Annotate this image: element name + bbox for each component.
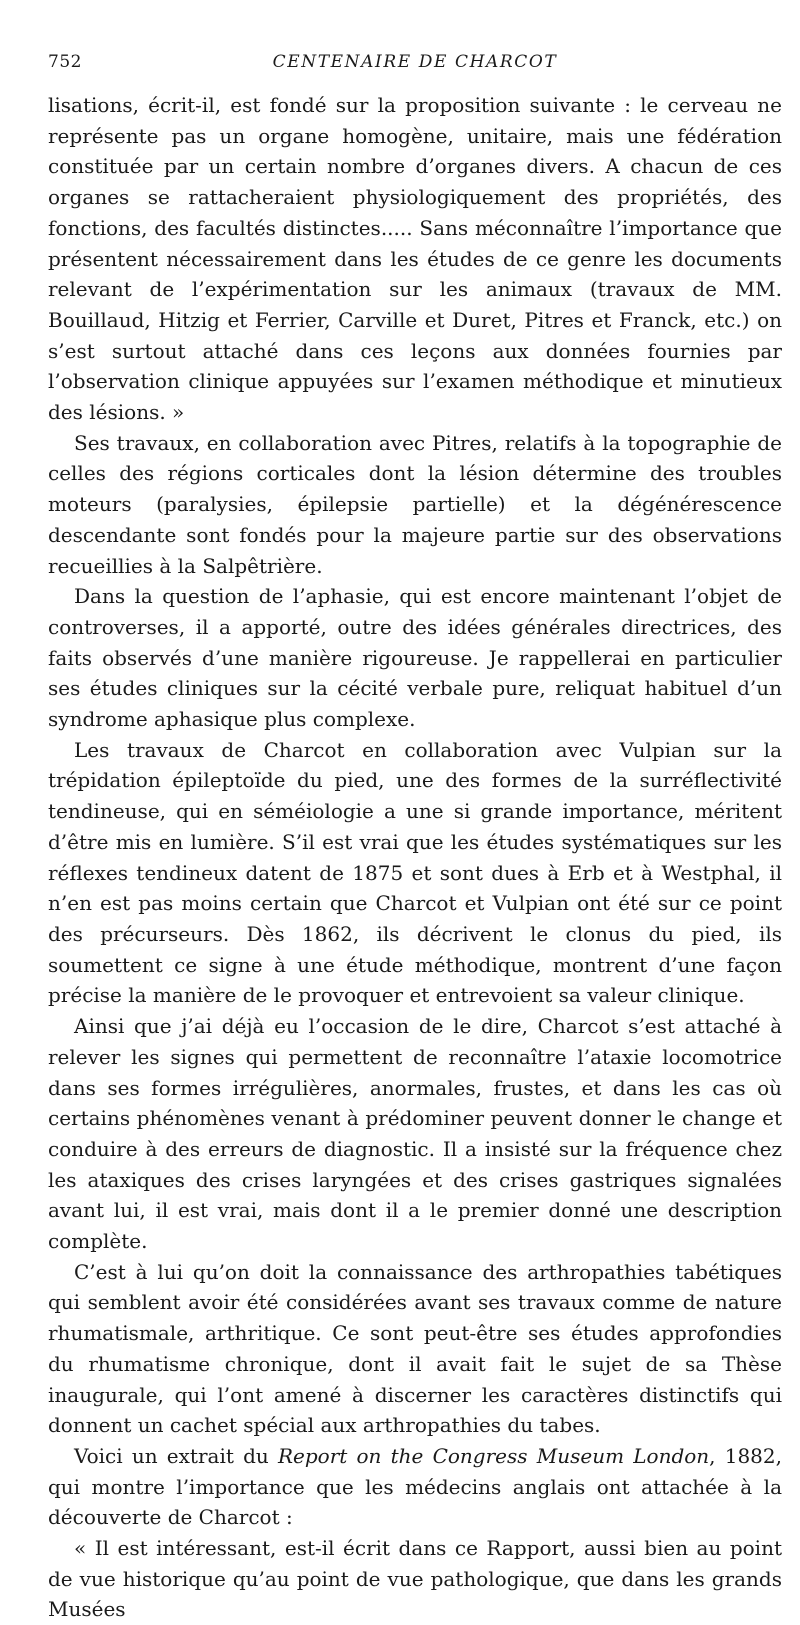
paragraph-report-extract [48,1441,782,1533]
report-after-text: , 1882, qui montre l’importance que les médecins anglais ont attachée à la découverte de Charcot : [48,1443,782,1530]
page-body [48,90,782,1625]
paragraph-pitres-collaboration: Ses travaux, en collaboration avec Pitres, relatifs à la topographie de celles des régions corticales dont la lésion détermine des troubles moteurs (paralysies, épilepsie partielle) et la dégénérescence descendante sont fondés pour la majeure partie sur des observations recueillies à la Salpêtrière. [48,430,782,578]
page-number: 752 [48,52,82,72]
paragraph-ataxia: Ainsi que j’ai déjà eu l’occasion de le dire, Charcot s’est attaché à relever les signes qui permettent de reconnaître l’ataxie locomotrice dans ses formes irrégulières, anormales, frustes, et dans les cas où certains phénomènes venant à prédominer peuvent donner le change et conduire à des erreurs de diagnostic. Il a insisté sur la fréquence chez les ataxiques des crises laryngées et des crises gastriques signalées avant lui, il est vrai, mais dont il a le premier donné une description complète. [48,1014,782,1254]
report-intro-text: Voici un extrait du [74,1443,278,1468]
paragraph-vulpian-clonus: Les travaux de Charcot en collaboration avec Vulpian sur la trépidation épileptoïde du pied, une des formes de la surréflectivité tendineuse, qui en séméiologie a une si grande importance, méritent d’être mis en lumière. S’il est vrai que les études systématiques sur les réflexes tendineux datent de 1875 et sont dues à Erb et à Westphal, il n’en est pas moins certain que Charcot et Vulpian ont été sur ce point des précurseurs. Dès 1862, ils décrivent le clonus du pied, ils soumettent ce signe à une étude méthodique, montrent d’une façon précise la manière de le provoquer et entrevoient sa valeur clinique. [48,737,782,1008]
book-page [48,52,782,1625]
paragraph-aphasia: Dans la question de l’aphasie, qui est encore maintenant l’objet de controverses, il a apporté, outre des idées générales directrices, des faits observés d’une manière rigoureuse. Je rappellerai en particulier ses études cliniques sur la cécité verbale pure, reliquat habituel d’un syndrome aphasique plus complexe. [48,584,782,732]
report-title: Report on the Congress Museum London [277,1443,710,1468]
paragraph-quotation: « Il est intéressant, est-il écrit dans ce Rapport, aussi bien au point de vue historique qu’au point de vue pathologique, que dans les grands Musées [48,1536,782,1622]
paragraph-arthropathies: C’est à lui qu’on doit la connaissance des arthropathies tabétiques qui semblent avoir été considérées avant ses travaux comme de nature rhumatismale, arthritique. Ce sont peut-être ses études approfondies du rhumatisme chronique, dont il avait fait le sujet de sa Thèse inaugurale, qui l’ont amené à discerner les caractères distinctifs qui donnent un cachet spécial aux arthropathies du tabes. [48,1259,782,1438]
paragraph-continuation: lisations, écrit-il, est fondé sur la proposition suivante : le cerveau ne représente pas un organe homogène, unitaire, mais une fédération constituée par un certain nombre d’organes divers. A chacun de ces organes se rattacheraient physiologiquement des propriétés, des fonctions, des facultés distinctes..... Sans méconnaître l’importance que présentent nécessairement dans les études de ce genre les documents relevant de l’expérimentation sur les animaux (travaux de MM. Bouillaud, Hitzig et Ferrier, Carville et Duret, Pitres et Franck, etc.) on s’est surtout attaché dans ces leçons aux données fournies par l’observation clinique appuyées sur l’examen méthodique et minutieux des lésions. » [48,93,782,425]
running-title: CENTENAIRE DE CHARCOT [272,52,558,72]
page-header [48,52,782,78]
